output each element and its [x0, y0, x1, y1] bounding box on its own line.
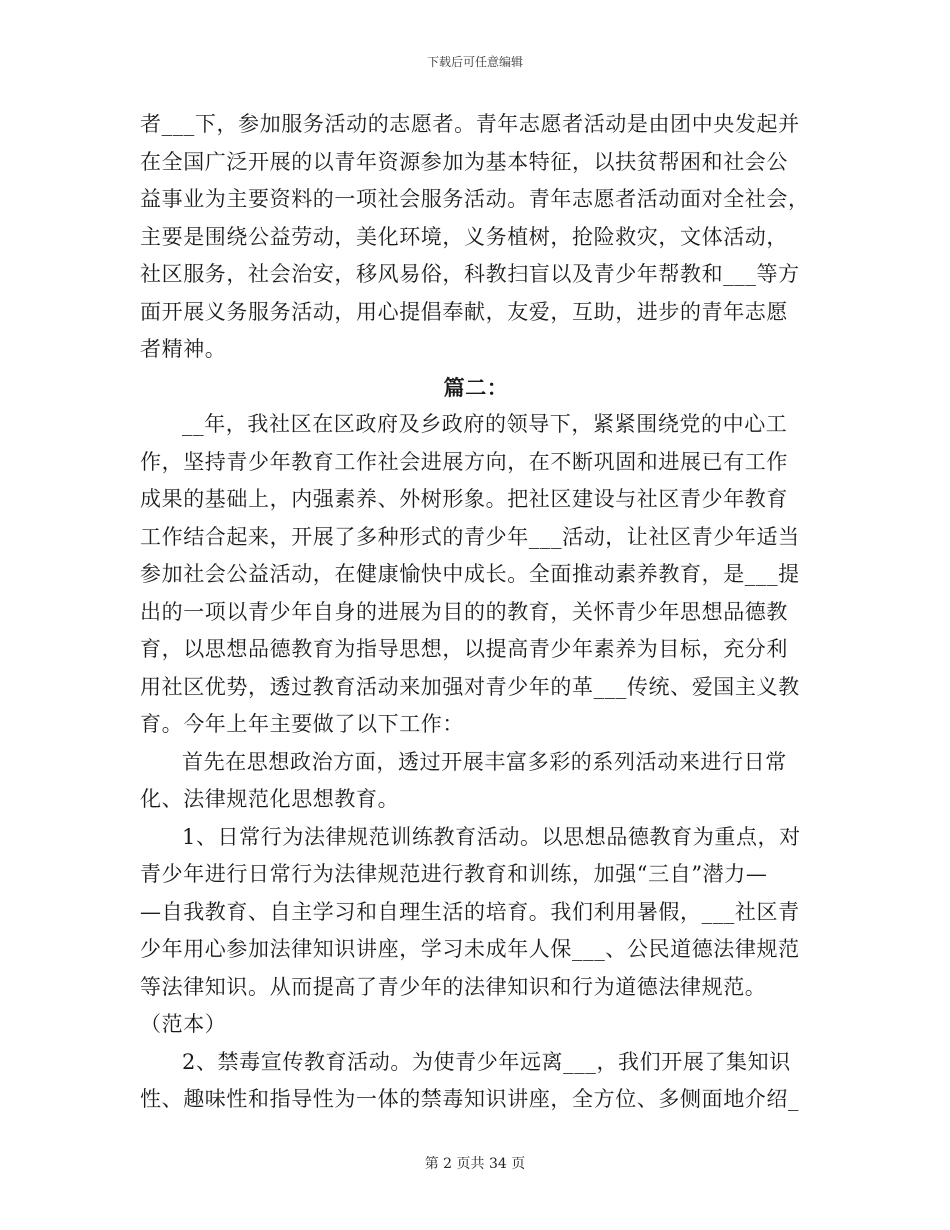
text-line: 益事业为主要资料的一项社会服务活动。青年志愿者活动面对全社会，: [140, 187, 810, 211]
text-line: 成果的基础上，内强素养、外树形象。把社区建设与社区青少年教育: [140, 487, 788, 511]
text-line: 首先在思想政治方面，透过开展丰富多彩的系列活动来进行日常: [182, 749, 787, 774]
text-line: 用社区优势，透过教育活动来加强对青少年的革___传统、爱国主义教: [140, 674, 800, 699]
text-line: 化、法律规范化思想教育。: [140, 787, 400, 811]
text-line: 者___下，参加服务活动的志愿者。青年志愿者活动是由团中央发起并: [140, 112, 800, 136]
text-line: 出的一项以青少年自身的进展为目的的教育，关怀青少年思想品德教: [140, 599, 788, 624]
text-line: 育，以思想品德教育为指导思想，以提高青少年素养为目标，充分利: [140, 637, 788, 661]
page-header: 下载后可任意编辑: [426, 55, 523, 69]
text-line: 性、趣味性和指导性为一体的禁毒知识讲座，全方位、多侧面地介绍_: [140, 1087, 800, 1111]
text-line: 1、日常行为法律规范训练教育活动。以思想品德教育为重点，对: [182, 824, 801, 849]
text-line: 面开展义务服务活动，用心提倡奉献，友爱，互助，进步的青年志愿: [140, 299, 788, 324]
text-line: 青少年进行日常行为法律规范进行教育和训练，加强“三自”潜力—: [140, 862, 768, 886]
section-heading: 篇二：: [443, 374, 509, 400]
text-line: 2、禁毒宣传教育活动。为使青少年远离___，我们开展了集知识: [182, 1049, 791, 1074]
text-line: 者精神。: [140, 337, 227, 361]
text-line: 工作结合起来，开展了多种形式的青少年___活动，让社区青少年适当: [140, 524, 800, 549]
text-line: 少年用心参加法律知识讲座，学习未成年人保___、公民道德法律规范: [140, 937, 800, 961]
text-line: 育。今年上年主要做了以下工作：: [140, 712, 464, 736]
text-line: 参加社会公益活动，在健康愉快中成长。全面推动素养教育，是___提: [140, 562, 800, 586]
text-line: 在全国广泛开展的以青年资源参加为基本特征，以扶贫帮困和社会公: [140, 149, 788, 174]
page-footer: 第 2 页共 34 页: [424, 1156, 526, 1172]
text-line: __年，我社区在区政府及乡政府的领导下，紧紧围绕党的中心工: [182, 412, 788, 436]
text-line: —自我教育、自主学习和自理生活的培育。我们利用暑假，___社区青: [140, 899, 800, 924]
text-line: 主要是围绕公益劳动，美化环境，义务植树，抢险救灾，文体活动，: [140, 224, 788, 249]
document-body: [140, 106, 812, 1119]
text-line: （范本）: [140, 1012, 227, 1036]
text-line: 社区服务，社会治安，移风易俗，科教扫盲以及青少年帮教和___等方: [140, 262, 800, 286]
text-line: 作，坚持青少年教育工作社会进展方向，在不断巩固和进展已有工作: [140, 449, 788, 474]
text-line: 等法律知识。从而提高了青少年的法律知识和行为道德法律规范。: [140, 974, 767, 999]
